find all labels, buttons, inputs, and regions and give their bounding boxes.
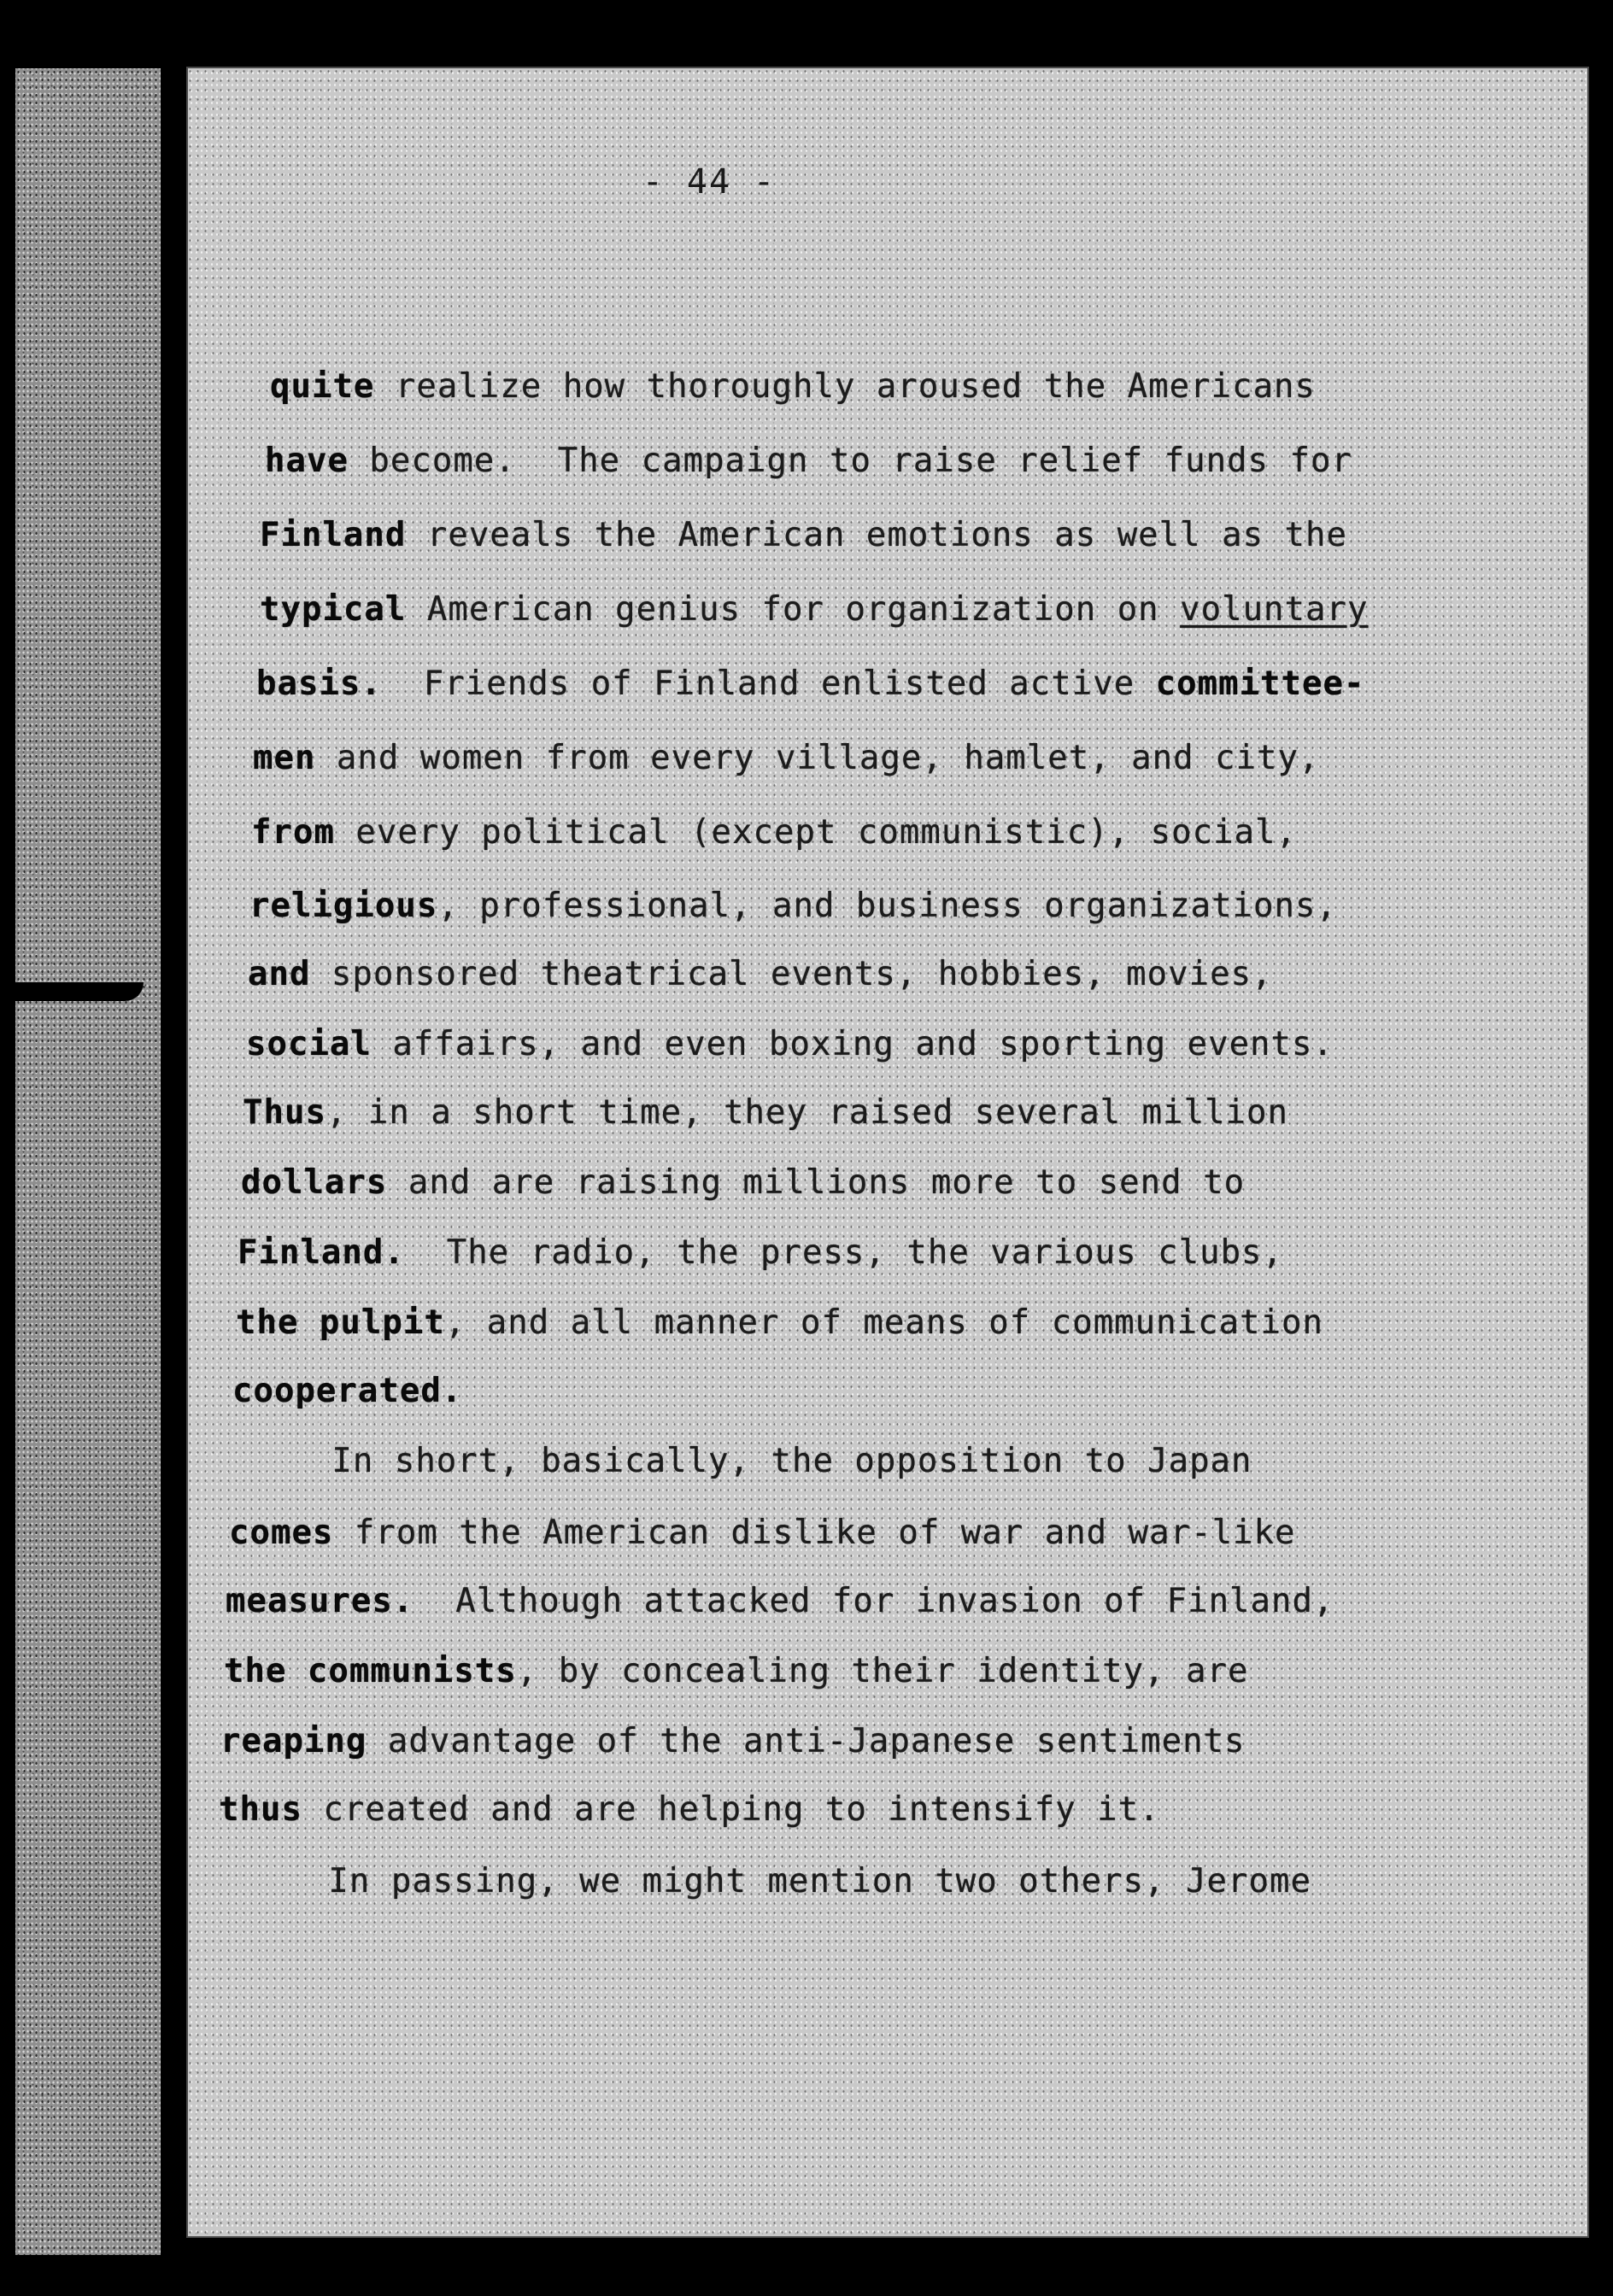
text-line xyxy=(220,1722,1246,1760)
text-line xyxy=(227,1442,1252,1480)
line-text: Although attacked for invasion of Finland, xyxy=(414,1582,1334,1620)
text-line xyxy=(256,665,1364,703)
text-line xyxy=(248,955,1273,993)
line-text: become. The campaign to raise relief funds for xyxy=(348,442,1352,480)
bold-word: Finland xyxy=(260,516,407,554)
text-line xyxy=(229,1514,1296,1552)
text-line xyxy=(219,1790,1160,1829)
bold-word: thus xyxy=(219,1790,302,1829)
bold-word: from xyxy=(251,813,335,852)
text-line xyxy=(224,1862,1311,1901)
line-text: , and all manner of means of communication xyxy=(444,1303,1323,1342)
bold-word: social xyxy=(246,1025,372,1063)
line-text: from the American dislike of war and war-like xyxy=(333,1514,1296,1552)
line-text: reveals the American emotions as well as the xyxy=(406,516,1347,554)
text-line xyxy=(253,739,1320,777)
bold-word: reaping xyxy=(220,1722,367,1760)
bold-word: committee- xyxy=(1155,665,1365,703)
bold-word: basis. xyxy=(256,665,382,703)
bold-word: Finland. xyxy=(238,1233,405,1272)
bold-word: men xyxy=(253,739,316,777)
text-line xyxy=(265,442,1352,480)
underlined-word: voluntary xyxy=(1180,590,1369,629)
text-line xyxy=(243,1093,1288,1132)
text-line xyxy=(224,1652,1249,1690)
line-text: created and are helping to intensify it. xyxy=(302,1790,1160,1829)
bold-word: and xyxy=(248,955,311,993)
line-text: Friends of Finland enlisted active xyxy=(381,665,1156,703)
bold-word: cooperated. xyxy=(232,1372,463,1410)
text-line xyxy=(260,516,1347,554)
text-line xyxy=(270,367,1316,406)
line-text: The radio, the press, the various clubs, xyxy=(404,1233,1284,1272)
line-text: every political (except communistic), social, xyxy=(334,813,1298,852)
text-line xyxy=(232,1372,462,1410)
bold-word: dollars xyxy=(241,1163,388,1202)
line-text: American genius for organization on xyxy=(406,590,1181,629)
line-text: In passing, we might mention two others, Jerome xyxy=(224,1862,1311,1901)
text-line xyxy=(251,813,1297,852)
line-text: , by concealing their identity, are xyxy=(516,1652,1249,1690)
text-line xyxy=(241,1163,1245,1202)
bold-word: have xyxy=(265,442,349,480)
bold-word: the communists xyxy=(224,1652,517,1690)
text-line xyxy=(246,1025,1334,1063)
page-number: - 44 - xyxy=(642,162,777,202)
text-line xyxy=(249,887,1337,925)
line-text: , in a short time, they raised several million xyxy=(326,1093,1289,1132)
adjacent-page-edge xyxy=(15,68,161,2255)
binding-notch xyxy=(15,982,144,1001)
bold-word: Thus xyxy=(243,1093,326,1132)
bold-word: quite xyxy=(270,367,375,406)
text-line xyxy=(238,1233,1283,1272)
line-text: , professional, and business organizations, xyxy=(437,887,1337,925)
line-text: and women from every village, hamlet, and city, xyxy=(315,739,1320,777)
line-text: affairs, and even boxing and sporting events. xyxy=(371,1025,1334,1063)
text-line xyxy=(226,1582,1334,1620)
bold-word: typical xyxy=(260,590,407,629)
text-line xyxy=(260,590,1368,629)
line-text: advantage of the anti-Japanese sentiments xyxy=(367,1722,1246,1760)
line-text: and are raising millions more to send to xyxy=(387,1163,1246,1202)
bold-word: the pulpit xyxy=(236,1303,445,1342)
bold-word: religious xyxy=(249,887,438,925)
line-text: realize how thoroughly aroused the Americans xyxy=(374,367,1317,406)
line-text: sponsored theatrical events, hobbies, movies, xyxy=(310,955,1273,993)
text-line xyxy=(236,1303,1323,1342)
line-text: In short, basically, the opposition to Japan xyxy=(227,1442,1252,1480)
bold-word: comes xyxy=(229,1514,334,1552)
bold-word: measures. xyxy=(226,1582,414,1620)
